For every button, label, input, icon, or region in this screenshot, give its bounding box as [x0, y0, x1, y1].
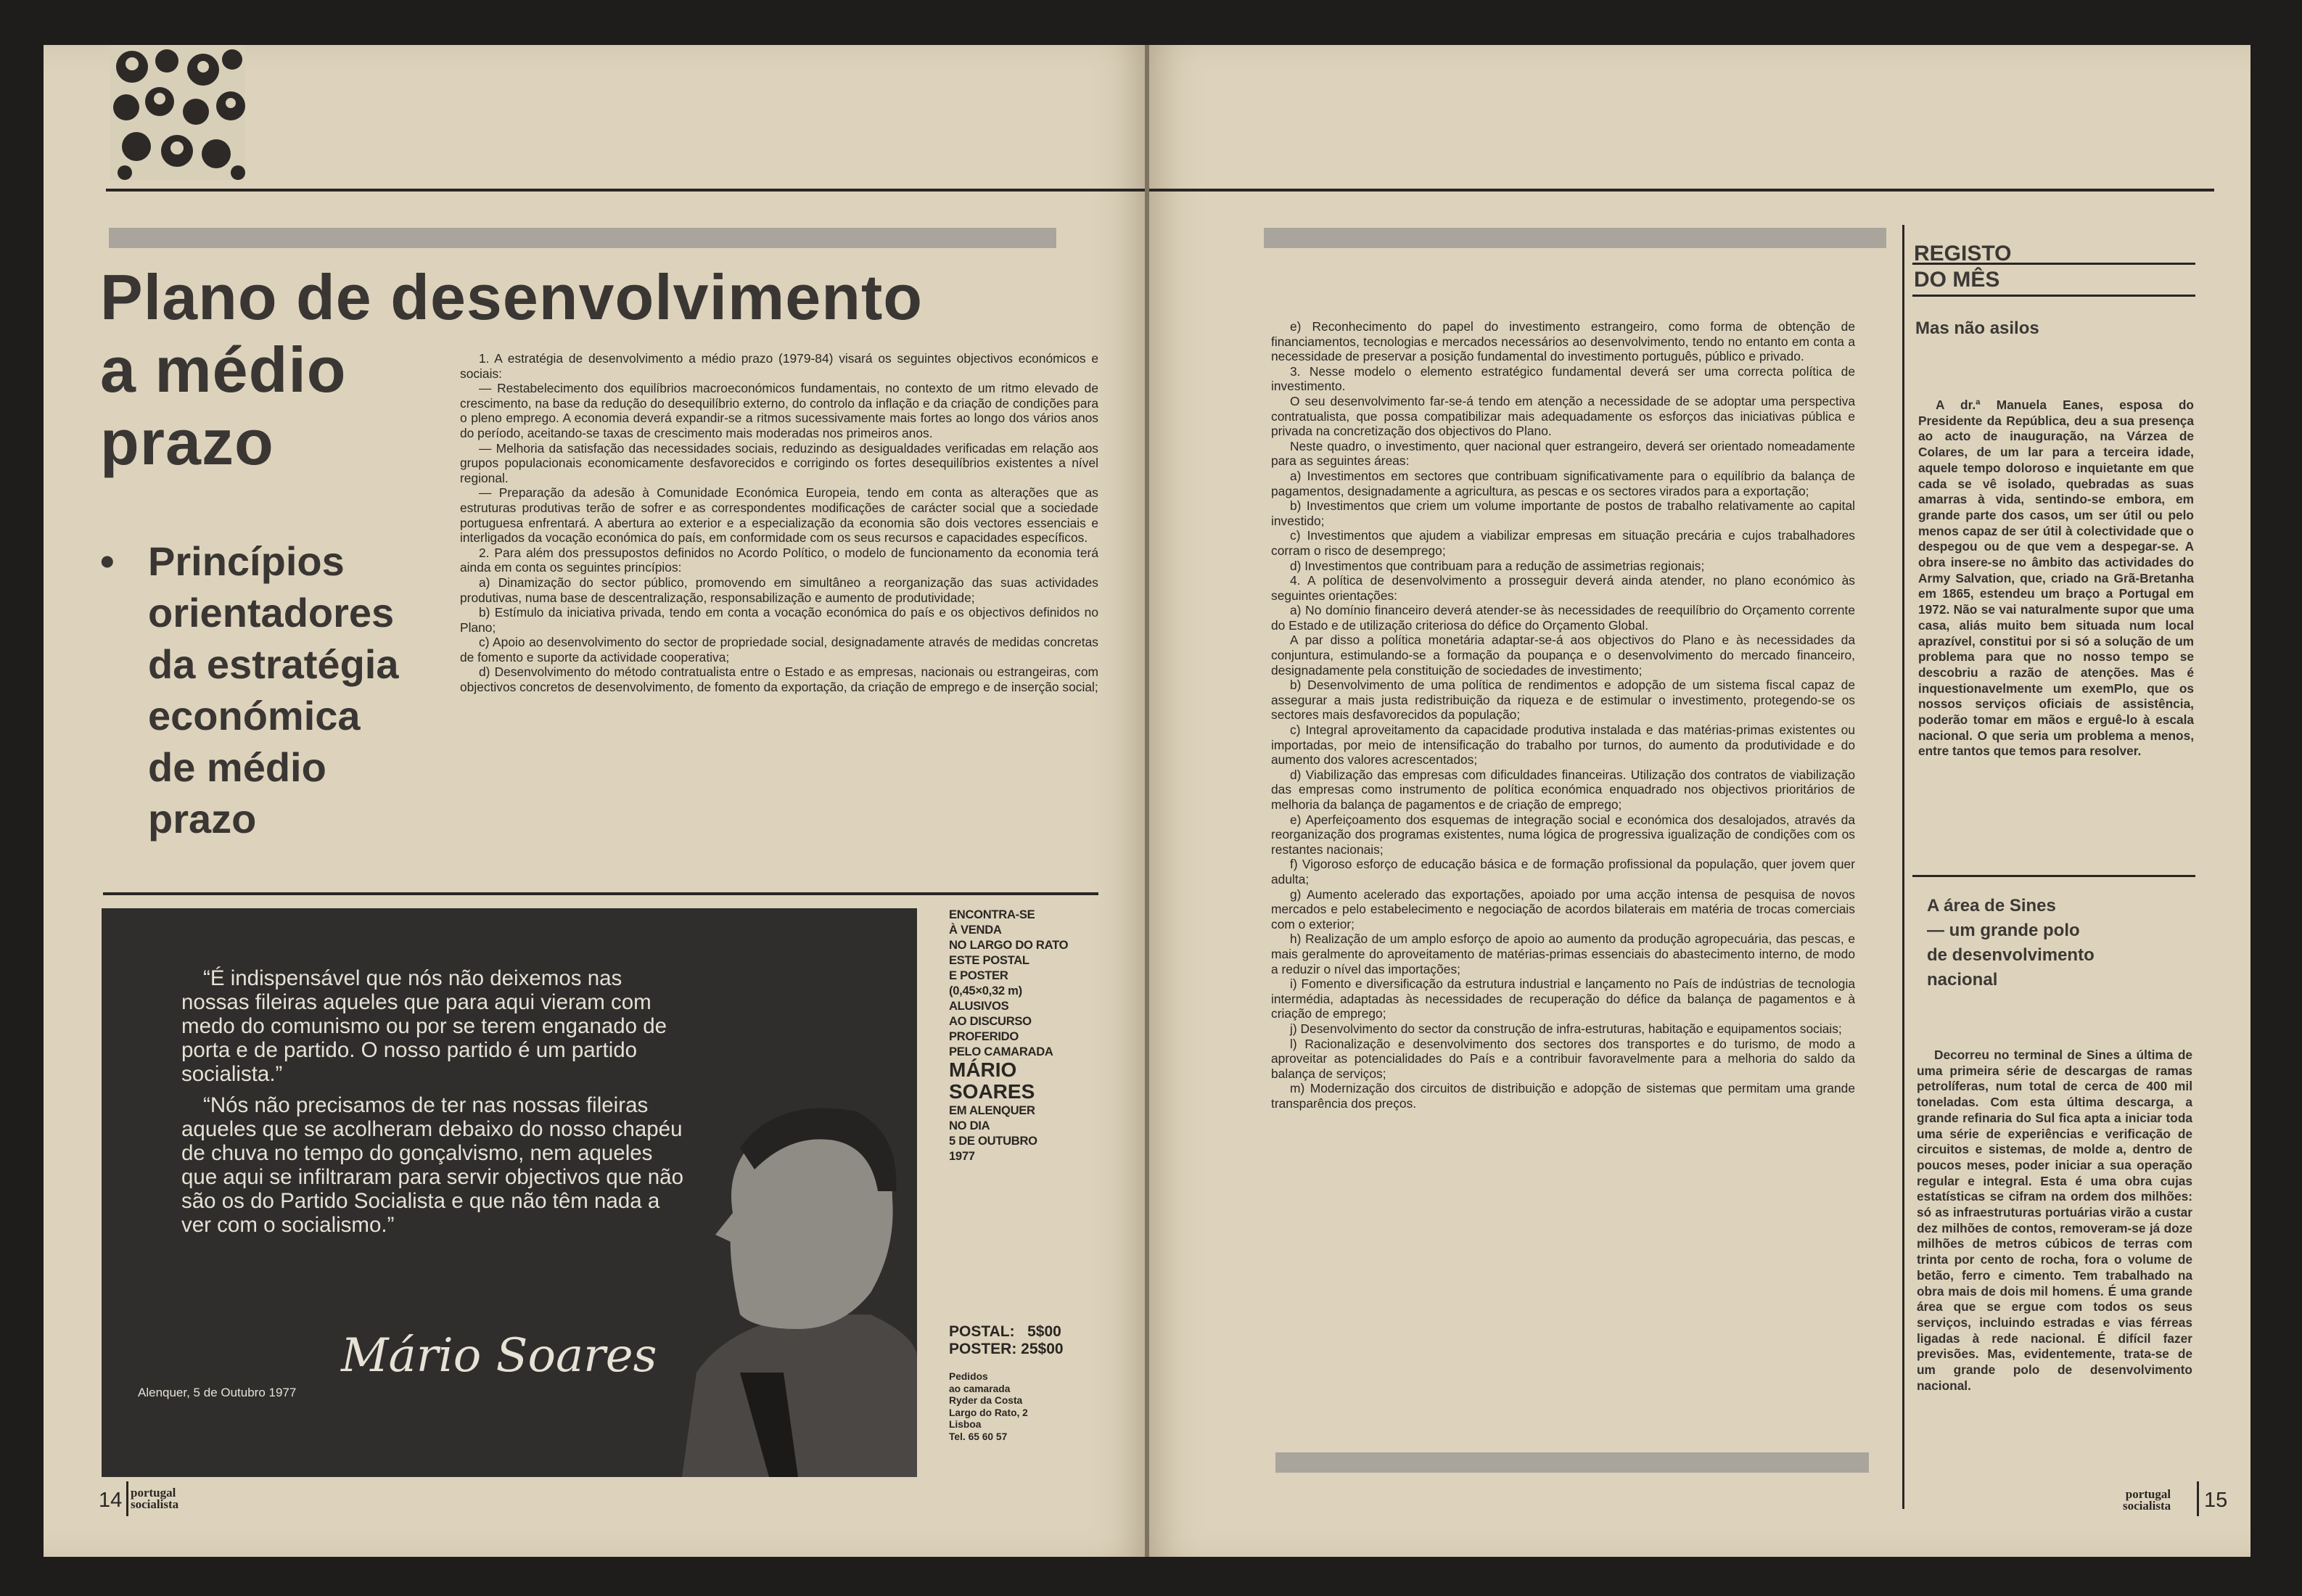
- body-paragraph: b) Desenvolvimento de uma política de rendimentos e adopção de um sistema fiscal capaz de assegurar a mais justa redistribuição da riqueza e de estimular o investimento, protegendo-se os sectores mais desfavorecidos da população;: [1271, 678, 1855, 723]
- masthead-line: socialista: [2123, 1499, 2171, 1513]
- ad-line: EM ALENQUER: [949, 1103, 1035, 1117]
- masthead-divider: [2197, 1481, 2199, 1516]
- story-title-line: A área de Sines: [1927, 896, 2056, 916]
- ad-line: NO DIA: [949, 1119, 990, 1132]
- story-title-line: — um grande polo: [1927, 921, 2080, 940]
- page-number: 15: [2204, 1489, 2228, 1512]
- photo-caption: Alenquer, 5 de Outubro 1977: [138, 1386, 297, 1399]
- story-paragraph: A dr.ª Manuela Eanes, esposa do Presidente da República, deu a sua presença ao acto de inauguração, na Várzea de Colares, de um lar para a terceira idade, aquele tempo doloroso e inquietante em que cada se vê isolado, quebradas as suas amarras à vida, sentindo-se embora, em grande parte dos casos, um ser útil ou pelo menos capaz de ser útil à colectividade que o despegou ou de que vem a despegar-se. A obra insere-se no âmbito das actividades do Army Salvation, que, criado na Grã-Bretanha em 1865, estendeu um braço a Portugal em 1972. Não se vai naturalmente supor que uma casa, aliás muito bem situada num local aprazível, constitui por si só a solução de um problema para que no nosso tempo se descobriu a razão de atenções. Mas é inquestionavelmente um exemPlo, que os nossos serviços oficiais de assistência, poderão tomar em mãos e erguê-lo à escala nacional. O que seria um problema a menos, entre tantos que temos para resolver.: [1918, 398, 2194, 759]
- body-paragraph: e) Reconhecimento do papel do investimento estrangeiro, como forma de obtenção de financiamentos, tecnologias e mercados necessários ao desenvolvimento, tendo no entanto em conta a necessidade de preservar a posição fundamental do investimento português, público e privado.: [1271, 319, 1855, 364]
- quote-block: [181, 966, 689, 1244]
- top-rule: [106, 189, 1146, 192]
- body-paragraph: m) Modernização dos circuitos de distribuição e adopção de sistemas que permitam uma grande transparência dos preços.: [1271, 1081, 1855, 1111]
- ad-order-line: Tel. 65 60 57: [949, 1431, 1008, 1442]
- body-paragraph: e) Aperfeiçoamento dos esquemas de integração social e económica dos desalojados, através da reorganização dos programas existentes, numa lógica de progressiva igualização de condições com os restantes nacionais;: [1271, 812, 1855, 857]
- masthead-line: portugal: [2125, 1487, 2171, 1501]
- subtitle-line: orientadores: [148, 590, 395, 635]
- top-rule: [1148, 189, 2214, 192]
- ad-line: PELO CAMARADA: [949, 1045, 1053, 1058]
- ad-price: POSTER: 25$00: [949, 1341, 1064, 1357]
- ad-line: ALUSIVOS: [949, 999, 1009, 1013]
- ad-name-line: MÁRIO: [949, 1058, 1017, 1081]
- body-paragraph: 2. Para além dos pressupostos definidos no Acordo Político, o modelo de funcionamento da economia terá ainda em conta os seguintes princípios:: [460, 545, 1098, 575]
- body-paragraph: j) Desenvolvimento do sector da construção de infra-estruturas, habitação e equipamentos sociais;: [1290, 1021, 1842, 1036]
- story-text: [1918, 398, 2194, 760]
- ad-name-line: SOARES: [949, 1080, 1035, 1103]
- party-logo-photo-collage: [110, 45, 245, 180]
- ad-line: AO DISCURSO: [949, 1014, 1032, 1028]
- masthead: [2123, 1489, 2171, 1512]
- body-paragraph: b) Estímulo da iniciativa privada, tendo em conta a vocação económica do país e os objectivos definidos no Plano;: [460, 605, 1098, 635]
- body-paragraph: f) Vigoroso esforço de educação básica e de formação profissional da população, quer jovem quer adulta;: [1271, 857, 1855, 887]
- subtitle-line: económica: [148, 693, 361, 739]
- body-paragraph: O seu desenvolvimento far-se-á tendo em atenção a necessidade de se adoptar uma perspectiva contratualista, que possa compatibilizar mais adequadamente os esforços das iniciativas pública e privada na concretização dos objectivos do Plano.: [1271, 393, 1855, 439]
- bullet: •: [100, 538, 115, 584]
- page-number: 14: [99, 1489, 123, 1512]
- grey-band-bottom: [1275, 1452, 1869, 1473]
- right-page: [1148, 45, 2250, 1557]
- subtitle-line: da estratégia: [148, 641, 399, 687]
- soares-poster-photo: [102, 908, 917, 1477]
- ad-price: POSTAL: 5$00: [949, 1323, 1061, 1340]
- ad-line: ENCONTRA-SE: [949, 908, 1035, 921]
- body-paragraph: c) Integral aproveitamento da capacidade produtiva instalada e das matérias-primas existentes ou importadas, por meio de intensificação do trabalho por turnos, do aumento da produtividade e do aumento dos valores acrescentados;: [1271, 723, 1855, 768]
- ad-order-line: Largo do Rato, 2: [949, 1407, 1028, 1418]
- ad-line: 5 DE OUTUBRO: [949, 1134, 1037, 1148]
- story-title-line: de desenvolvimento: [1927, 945, 2095, 965]
- body-paragraph: i) Fomento e diversificação da estrutura industrial e lançamento no País de indústrias de tecnologia intermédia, adaptadas às necessidades de recuperação do défice da balança de pagamentos e à criação de emprego;: [1271, 976, 1855, 1021]
- masthead-line: portugal: [131, 1486, 176, 1500]
- quote-paragraph: “É indispensável que nós não deixemos nas nossas fileiras aqueles que para aqui vieram com medo do comunismo ou por se terem enganado de porta e de partido. O nosso partido é um partido socialista.”: [181, 966, 667, 1086]
- sidebar-rule: [1912, 295, 2195, 297]
- story-paragraph: Decorreu no terminal de Sines a última de uma primeira série de descargas de ramas petrolíferas, num total de cerca de 400 mil toneladas. Com esta última descarga, a grande refinaria do Sul fica apta a iniciar toda uma série de experiências e verificação de circuitos e sistemas, de molde a, dentro de poucos meses, poder iniciar a sua operação regular e integral. Esta é uma obra cujas estatísticas se cifram na ordem dos milhões: só as infraestruturas portuárias virão a custar dez milhões de contos, removeram-se já doze milhões de metros cúbicos de terras com trinta por cento de rocha, fora o volume de betão, ferro e cimento. Tem trabalhado na obra mais de dois mil homens. É uma grande área que se ergue com todos os seus serviços, incluindo estradas e vias férreas ligadas à rede nacional. É difícil fazer previsões. Mas, evidentemente, trata-se de um grande polo de desenvolvimento nacional.: [1917, 1048, 2192, 1393]
- masthead: [131, 1487, 178, 1510]
- story-title: [1927, 894, 2095, 992]
- masthead-divider: [126, 1481, 128, 1516]
- left-page: [44, 45, 1146, 1557]
- subtitle-line: Princípios: [148, 538, 345, 584]
- sidebar-heading-line: REGISTO: [1914, 242, 2012, 266]
- sidebar-heading-line: DO MÊS: [1914, 268, 2000, 292]
- body-paragraph: a) No domínio financeiro deverá atender-se às necessidades de reequilíbrio do Orçamento corrente do Estado e de utilização criteriosa do défice do Orçamento Global.: [1271, 603, 1855, 633]
- body-paragraph: d) Desenvolvimento do método contratualista entre o Estado e as empresas, nacionais ou estrangeiras, com objectivos concretos de desenvolvimento, de fomento da exportação, da criação de emprego e de inserção social;: [460, 665, 1098, 695]
- title-line: a médio: [100, 334, 347, 406]
- sidebar-divider: [1902, 225, 1904, 1509]
- body-paragraph: b) Investimentos que criem um volume importante de postos de trabalho relativamente ao capital investido;: [1271, 498, 1855, 528]
- title-line: prazo: [100, 406, 274, 478]
- body-paragraph: c) Investimentos que ajudem a viabilizar empresas em situação precária e cujos trabalhadores corram o risco de desemprego;: [1271, 528, 1855, 558]
- body-paragraph: a) Investimentos em sectores que contribuam significativamente para o equilíbrio da balança de pagamentos, designadamente a agricultura, as pescas e os sectores virados para a exportação;: [1271, 468, 1855, 498]
- body-paragraph: d) Investimentos que contribuam para a redução de assimetrias regionais;: [1290, 558, 1705, 573]
- body-paragraph: Neste quadro, o investimento, quer nacional quer estrangeiro, deverá ser orientado nomeadamente para as seguintes áreas:: [1271, 438, 1855, 469]
- ad-line: ESTE POSTAL: [949, 953, 1029, 967]
- poster-sale-notice: [949, 907, 1080, 1444]
- sidebar-rule: [1912, 875, 2195, 877]
- subtitle-line: prazo: [148, 796, 257, 842]
- ad-line: (0,45×0,32 m): [949, 984, 1022, 998]
- body-paragraph: 3. Nesse modelo o elemento estratégico fundamental deverá ser uma correcta política de investimento.: [1271, 363, 1855, 394]
- story-title: Mas não asilos: [1915, 318, 2039, 338]
- signature: Mário Soares: [341, 1329, 657, 1383]
- story-text: [1917, 1048, 2192, 1394]
- grey-band: [1264, 228, 1886, 248]
- spine-gutter: [1145, 45, 1149, 1557]
- ad-line: 1977: [949, 1149, 975, 1163]
- body-paragraph: l) Racionalização e desenvolvimento dos sectores dos transportes e do turismo, de modo a aproveitar as potencialidades do País e a contribuir favoravelmente para a melhoria do saldo da balança de serviços;: [1271, 1036, 1855, 1081]
- masthead-line: socialista: [131, 1497, 179, 1511]
- section-rule: [103, 892, 1098, 895]
- sidebar-heading: [1914, 241, 2011, 293]
- ad-order-line: ao camarada: [949, 1383, 1011, 1394]
- body-paragraph: g) Aumento acelerado das exportações, apoiado por uma acção intensa de pesquisa de novos mercados e pelo estabelecimento e negociação de acordos bilaterais em matéria de trocas comerciais com o exterior;: [1271, 887, 1855, 931]
- ad-line: PROFERIDO: [949, 1029, 1019, 1043]
- ad-order-line: Ryder da Costa: [949, 1395, 1023, 1407]
- subtitle-line: de médio: [148, 744, 326, 790]
- body-paragraph: d) Viabilização das empresas com dificuldades financeiras. Utilização dos contratos de viabilização das empresas como instrumento de política económica enquadrado nos objectivos prioritários de melhoria da balança de pagamentos e de criação de emprego;: [1271, 767, 1855, 812]
- body-paragraph: h) Realização de um amplo esforço de apoio ao aumento da produção agropecuária, das pescas, e mais geralmente do aproveitamento de matérias-primas essenciais do abastecimento interno, de modo a reduzir o nível das importações;: [1271, 931, 1855, 976]
- ad-order-line: Pedidos: [949, 1371, 988, 1382]
- body-paragraph: c) Apoio ao desenvolvimento do sector de propriedade social, designadamente através de medidas concretas de fomento e suporte da actividade cooperativa;: [460, 635, 1098, 665]
- body-paragraph: — Preparação da adesão à Comunidade Económica Europeia, tendo em conta as alterações que as estruturas produtivas terão de sofrer e as correspondentes modificações de carácter social que a sociedade portuguesa enfrentará. A abertura ao exterior e a especialização da economia são dois vectores essenciais e interligados da vocação económica do país, em conformidade com os seus recursos e capacidades específicos.: [460, 485, 1098, 546]
- grey-band: [109, 228, 1056, 248]
- ad-line: E POSTER: [949, 968, 1008, 982]
- ad-line: NO LARGO DO RATO: [949, 938, 1069, 952]
- ad-line: À VENDA: [949, 923, 1002, 937]
- body-paragraph: a) Dinamização do sector público, promovendo em simultâneo a reorganização das suas actividades produtivas, numa base de descentralização, responsabilização e aumento de produtividade;: [460, 575, 1098, 605]
- body-paragraph: 4. A política de desenvolvimento a prosseguir deverá ainda atender, no plano económico às seguintes orientações:: [1271, 573, 1855, 603]
- body-paragraph: A par disso a política monetária adaptar-se-á aos objectivos do Plano e às necessidades da conjuntura, estimulando-se a formação da poupança e o desenvolvimento do mercado financeiro, designadamente pela constituição de sociedades de investimento;: [1271, 633, 1855, 678]
- body-paragraph: 1. A estratégia de desenvolvimento a médio prazo (1979-84) visará os seguintes objectivos económicos e sociais:: [460, 351, 1098, 381]
- article-subtitle: [100, 535, 399, 844]
- body-paragraph: — Melhoria da satisfação das necessidades sociais, reduzindo as desigualdades verificadas em relação aos grupos populacionais economicamente desfavorecidos e corrigindo os fortes desequilíbrios existentes a nível regional.: [460, 440, 1098, 485]
- title-line: Plano de desenvolvimento: [100, 261, 924, 333]
- article-body-right: [1271, 319, 1855, 1111]
- article-body-left: [460, 351, 1098, 695]
- body-paragraph: — Restabelecimento dos equilíbrios macroeconómicos fundamentais, no contexto de um ritmo elevado de crescimento, na base da redução do desequilíbrio externo, do controlo da inflação e da criação de condições para o pleno emprego. A economia deverá expandir-se a ritmos sucessivamente mais fortes ao longo dos vários anos do período, aceitando-se taxas de crescimento mais moderadas nos primeiros anos.: [460, 381, 1098, 440]
- quote-paragraph: “Nós não precisamos de ter nas nossas fileiras aqueles que se acolheram debaixo do nosso chapéu de chuva no tempo do gonçalvismo, nem aqueles que aqui se infiltraram para servir objectivos que não são os do Partido Socialista e que não têm nada a ver com o socialismo.”: [181, 1093, 683, 1237]
- ad-order-line: Lisboa: [949, 1419, 982, 1431]
- story-title-line: nacional: [1927, 970, 1998, 990]
